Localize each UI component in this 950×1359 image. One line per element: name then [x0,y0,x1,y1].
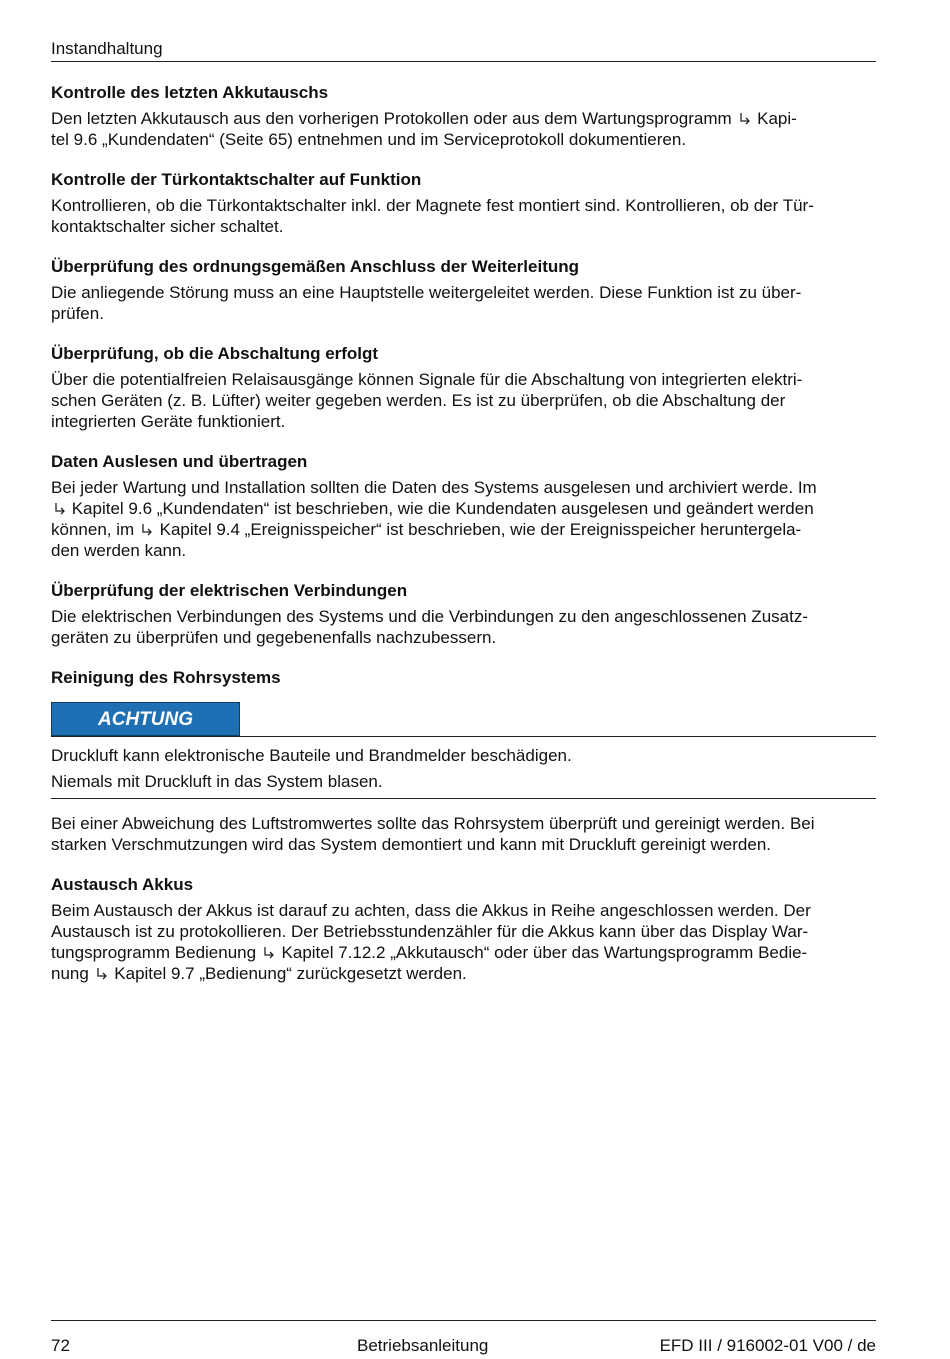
page-footer [51,1320,876,1355]
section-heading: Kontrolle des letzten Akkutauschs [51,83,329,102]
text-segment: tel 9.6 „Kundendaten“ (Seite 65) entnehmen und im Serviceprotokoll dokumentieren. [51,130,687,149]
text-line [51,129,876,150]
text-segment: können, im [51,520,139,539]
main-content [51,82,876,1003]
text-segment: geräten zu überprüfen und gegebenenfalls nachzubessern. [51,628,497,647]
page-number: 72 [51,1336,70,1355]
text-line [51,216,876,237]
text-line [51,519,876,540]
reference-arrow-icon [51,498,67,519]
warning-text: Druckluft kann elektronische Bauteile und Brandmelder beschädigen. [51,746,572,765]
section-heading: Kontrolle der Türkontaktschalter auf Funktion [51,170,422,189]
warning-body [51,737,876,799]
text-line [51,900,876,921]
section [51,256,876,324]
header-title: Instandhaltung [51,39,163,58]
section [51,813,876,855]
section [51,82,876,150]
section [51,169,876,237]
text-line [51,369,876,390]
text-segment: prüfen. [51,304,104,323]
warning-header [51,702,876,737]
paragraph [51,813,876,855]
text-segment: Bei einer Abweichung des Luftstromwertes sollte das Rohrsystem überprüft und gereinigt werden. Bei [51,814,815,833]
text-line [51,498,876,519]
text-line [51,942,876,963]
section-heading: Überprüfung des ordnungsgemäßen Anschluss der Weiterleitung [51,257,580,276]
text-segment: Kapi- [752,109,797,128]
text-line [51,606,876,627]
text-line [51,390,876,411]
section [51,343,876,432]
text-segment: tungsprogramm Bedienung [51,943,261,962]
section [51,874,876,984]
text-segment: kontaktschalter sicher schaltet. [51,217,284,236]
text-line [51,195,876,216]
text-line [51,303,876,324]
page-header [51,38,876,62]
section-heading: Austausch Akkus [51,875,194,894]
text-segment: Kapitel 9.7 „Bedienung“ zurückgesetzt werden. [109,964,467,983]
reference-arrow-icon [139,519,155,540]
text-segment: schen Geräten (z. B. Lüfter) weiter gegeben werden. Es ist zu überprüfen, ob die Abschaltung der [51,391,786,410]
paragraph [51,477,876,561]
text-segment: Den letzten Akkutausch aus den vorherigen Protokollen oder aus dem Wartungsprogramm [51,109,737,128]
text-segment: den werden kann. [51,541,187,560]
text-line [51,627,876,648]
section-heading: Reinigung des Rohrsystems [51,668,281,687]
paragraph [51,108,876,150]
section-heading: Überprüfung der elektrischen Verbindungen [51,581,408,600]
section-heading: Daten Auslesen und übertragen [51,452,308,471]
section-heading: Überprüfung, ob die Abschaltung erfolgt [51,344,379,363]
text-line [51,108,876,129]
warning-badge: ACHTUNG [51,702,240,736]
footer-doc-type: Betriebsanleitung [357,1336,489,1355]
text-line [51,963,876,984]
text-segment: Austausch ist zu protokollieren. Der Betriebsstundenzähler für die Akkus kann über das Display War- [51,922,809,941]
warning-text: Niemals mit Druckluft in das System blasen. [51,772,383,791]
paragraph [51,369,876,432]
text-segment: Bei jeder Wartung und Installation sollten die Daten des Systems ausgelesen und archiviert werde. Im [51,478,817,497]
text-segment: Kapitel 9.6 „Kundendaten“ ist beschrieben, wie die Kundendaten ausgelesen und geändert werden [67,499,814,518]
text-segment: Die elektrischen Verbindungen des Systems und die Verbindungen zu den angeschlossenen Zusatz- [51,607,808,626]
text-line [51,411,876,432]
reference-arrow-icon [261,942,277,963]
paragraph [51,606,876,648]
text-line [51,282,876,303]
paragraph [51,282,876,324]
paragraph [51,195,876,237]
text-segment: Kontrollieren, ob die Türkontaktschalter inkl. der Magnete fest montiert sind. Kontrollieren, ob der Tür- [51,196,814,215]
text-segment: Kapitel 7.12.2 „Akkutausch“ oder über das Wartungsprogramm Bedie- [276,943,808,962]
section [51,451,876,561]
reference-arrow-icon [736,108,752,129]
footer-product: EFD III / 916002-01 V00 / de [659,1336,876,1355]
text-segment: Die anliegende Störung muss an eine Hauptstelle weitergeleitet werden. Diese Funktion ist zu über- [51,283,802,302]
text-line [51,540,876,561]
text-line [51,477,876,498]
reference-arrow-icon [94,963,110,984]
text-line [51,921,876,942]
text-segment: integrierten Geräte funktioniert. [51,412,286,431]
text-segment: Über die potentialfreien Relaisausgänge können Signale für die Abschaltung von integrierten elektri- [51,370,803,389]
section [51,667,876,688]
paragraph [51,900,876,984]
text-line [51,834,876,855]
text-segment: Kapitel 9.4 „Ereignisspeicher“ ist beschrieben, wie der Ereignisspeicher heruntergela- [154,520,802,539]
section [51,580,876,648]
text-segment: starken Verschmutzungen wird das System demontiert und kann mit Druckluft gereinigt werden. [51,835,772,854]
text-segment: nung [51,964,94,983]
warning-box [51,702,876,799]
text-segment: Beim Austausch der Akkus ist darauf zu achten, dass die Akkus in Reihe angeschlossen werden. Der [51,901,811,920]
text-line [51,813,876,834]
